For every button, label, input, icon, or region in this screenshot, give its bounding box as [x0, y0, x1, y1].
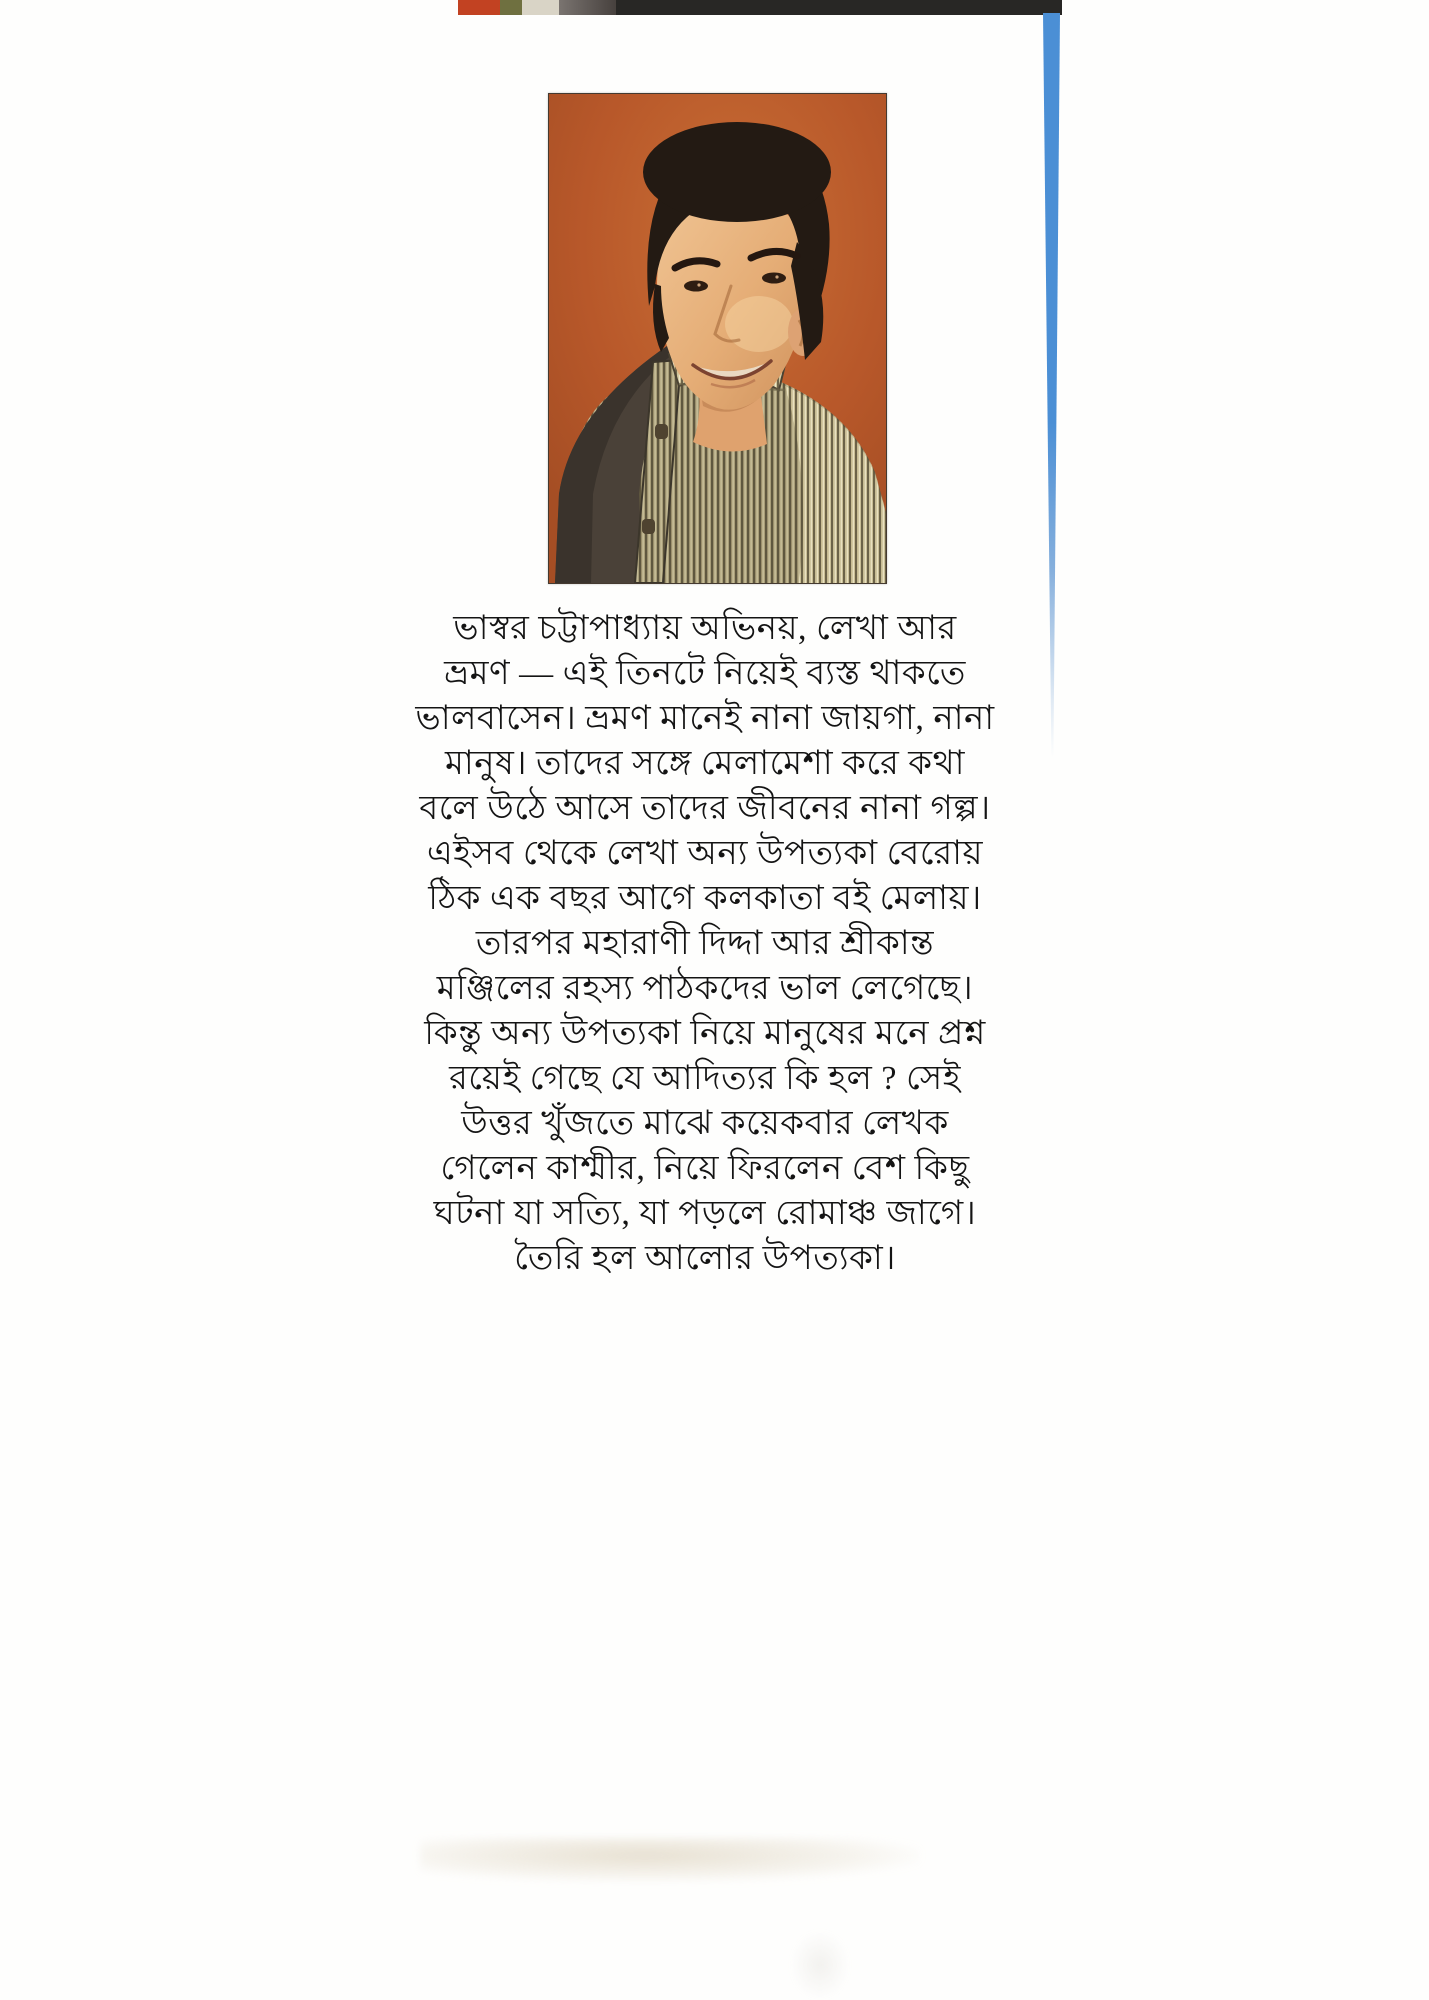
bio-line: বলে উঠে আসে তাদের জীবনের নানা গল্প। [419, 790, 991, 827]
author-portrait-illustration [549, 94, 886, 583]
bio-line: ভাস্বর চট্টাপাধ্যায় অভিনয়, লেখা আর [453, 610, 957, 647]
bio-line: এইসব থেকে লেখা অন্য উপত্যকা বেরোয় [426, 835, 984, 872]
strip-segment-gray [559, 0, 616, 15]
bio-line: ভ্রমণ — এই তিনটে নিয়েই ব্যস্ত থাকতে [444, 655, 966, 692]
bio-line: ভালবাসেন। ভ্রমণ মানেই নানা জায়গা, নানা [415, 700, 995, 737]
author-bio [378, 606, 1032, 1281]
strip-segment-beige [522, 0, 559, 15]
jacket-button [655, 424, 668, 439]
bio-line: তৈরি হল আলোর উপত্যকা। [514, 1240, 896, 1277]
bio-line: তারপর মহারাণী দিদ্দা আর শ্রীকান্ত [475, 925, 935, 962]
strip-segment-black [616, 0, 1062, 15]
bookmark-ribbon-line [1041, 13, 1061, 758]
bio-line: মানুষ। তাদের সঙ্গে মেলামেশা করে কথা [445, 745, 965, 782]
strip-segment-red [458, 0, 500, 15]
bio-line: উত্তর খুঁজতে মাঝে কয়েকবার লেখক [461, 1105, 949, 1142]
bio-line: মঞ্জিলের রহস্য পাঠকদের ভাল লেগেছে। [436, 970, 974, 1007]
bio-line: রয়েই গেছে যে আদিত্যর কি হল ? সেই [449, 1060, 961, 1097]
bio-line: গেলেন কাশ্মীর, নিয়ে ফিরলেন বেশ কিছু [440, 1150, 970, 1187]
jacket-button [642, 519, 655, 534]
author-photo [548, 93, 887, 584]
paper-smudge [790, 1930, 850, 2000]
strip-segment-olive [500, 0, 522, 15]
paper-smudge [420, 1838, 920, 1882]
bio-line: কিন্তু অন্য উপত্যকা নিয়ে মানুষের মনে প্রশ্ন [424, 1015, 986, 1052]
bio-line: ঠিক এক বছর আগে কলকাতা বই মেলায়। [428, 880, 982, 917]
bio-line: ঘটনা যা সত্যি, যা পড়লে রোমাঞ্চ জাগে। [433, 1195, 977, 1232]
scan-edge-strip [458, 0, 1062, 15]
